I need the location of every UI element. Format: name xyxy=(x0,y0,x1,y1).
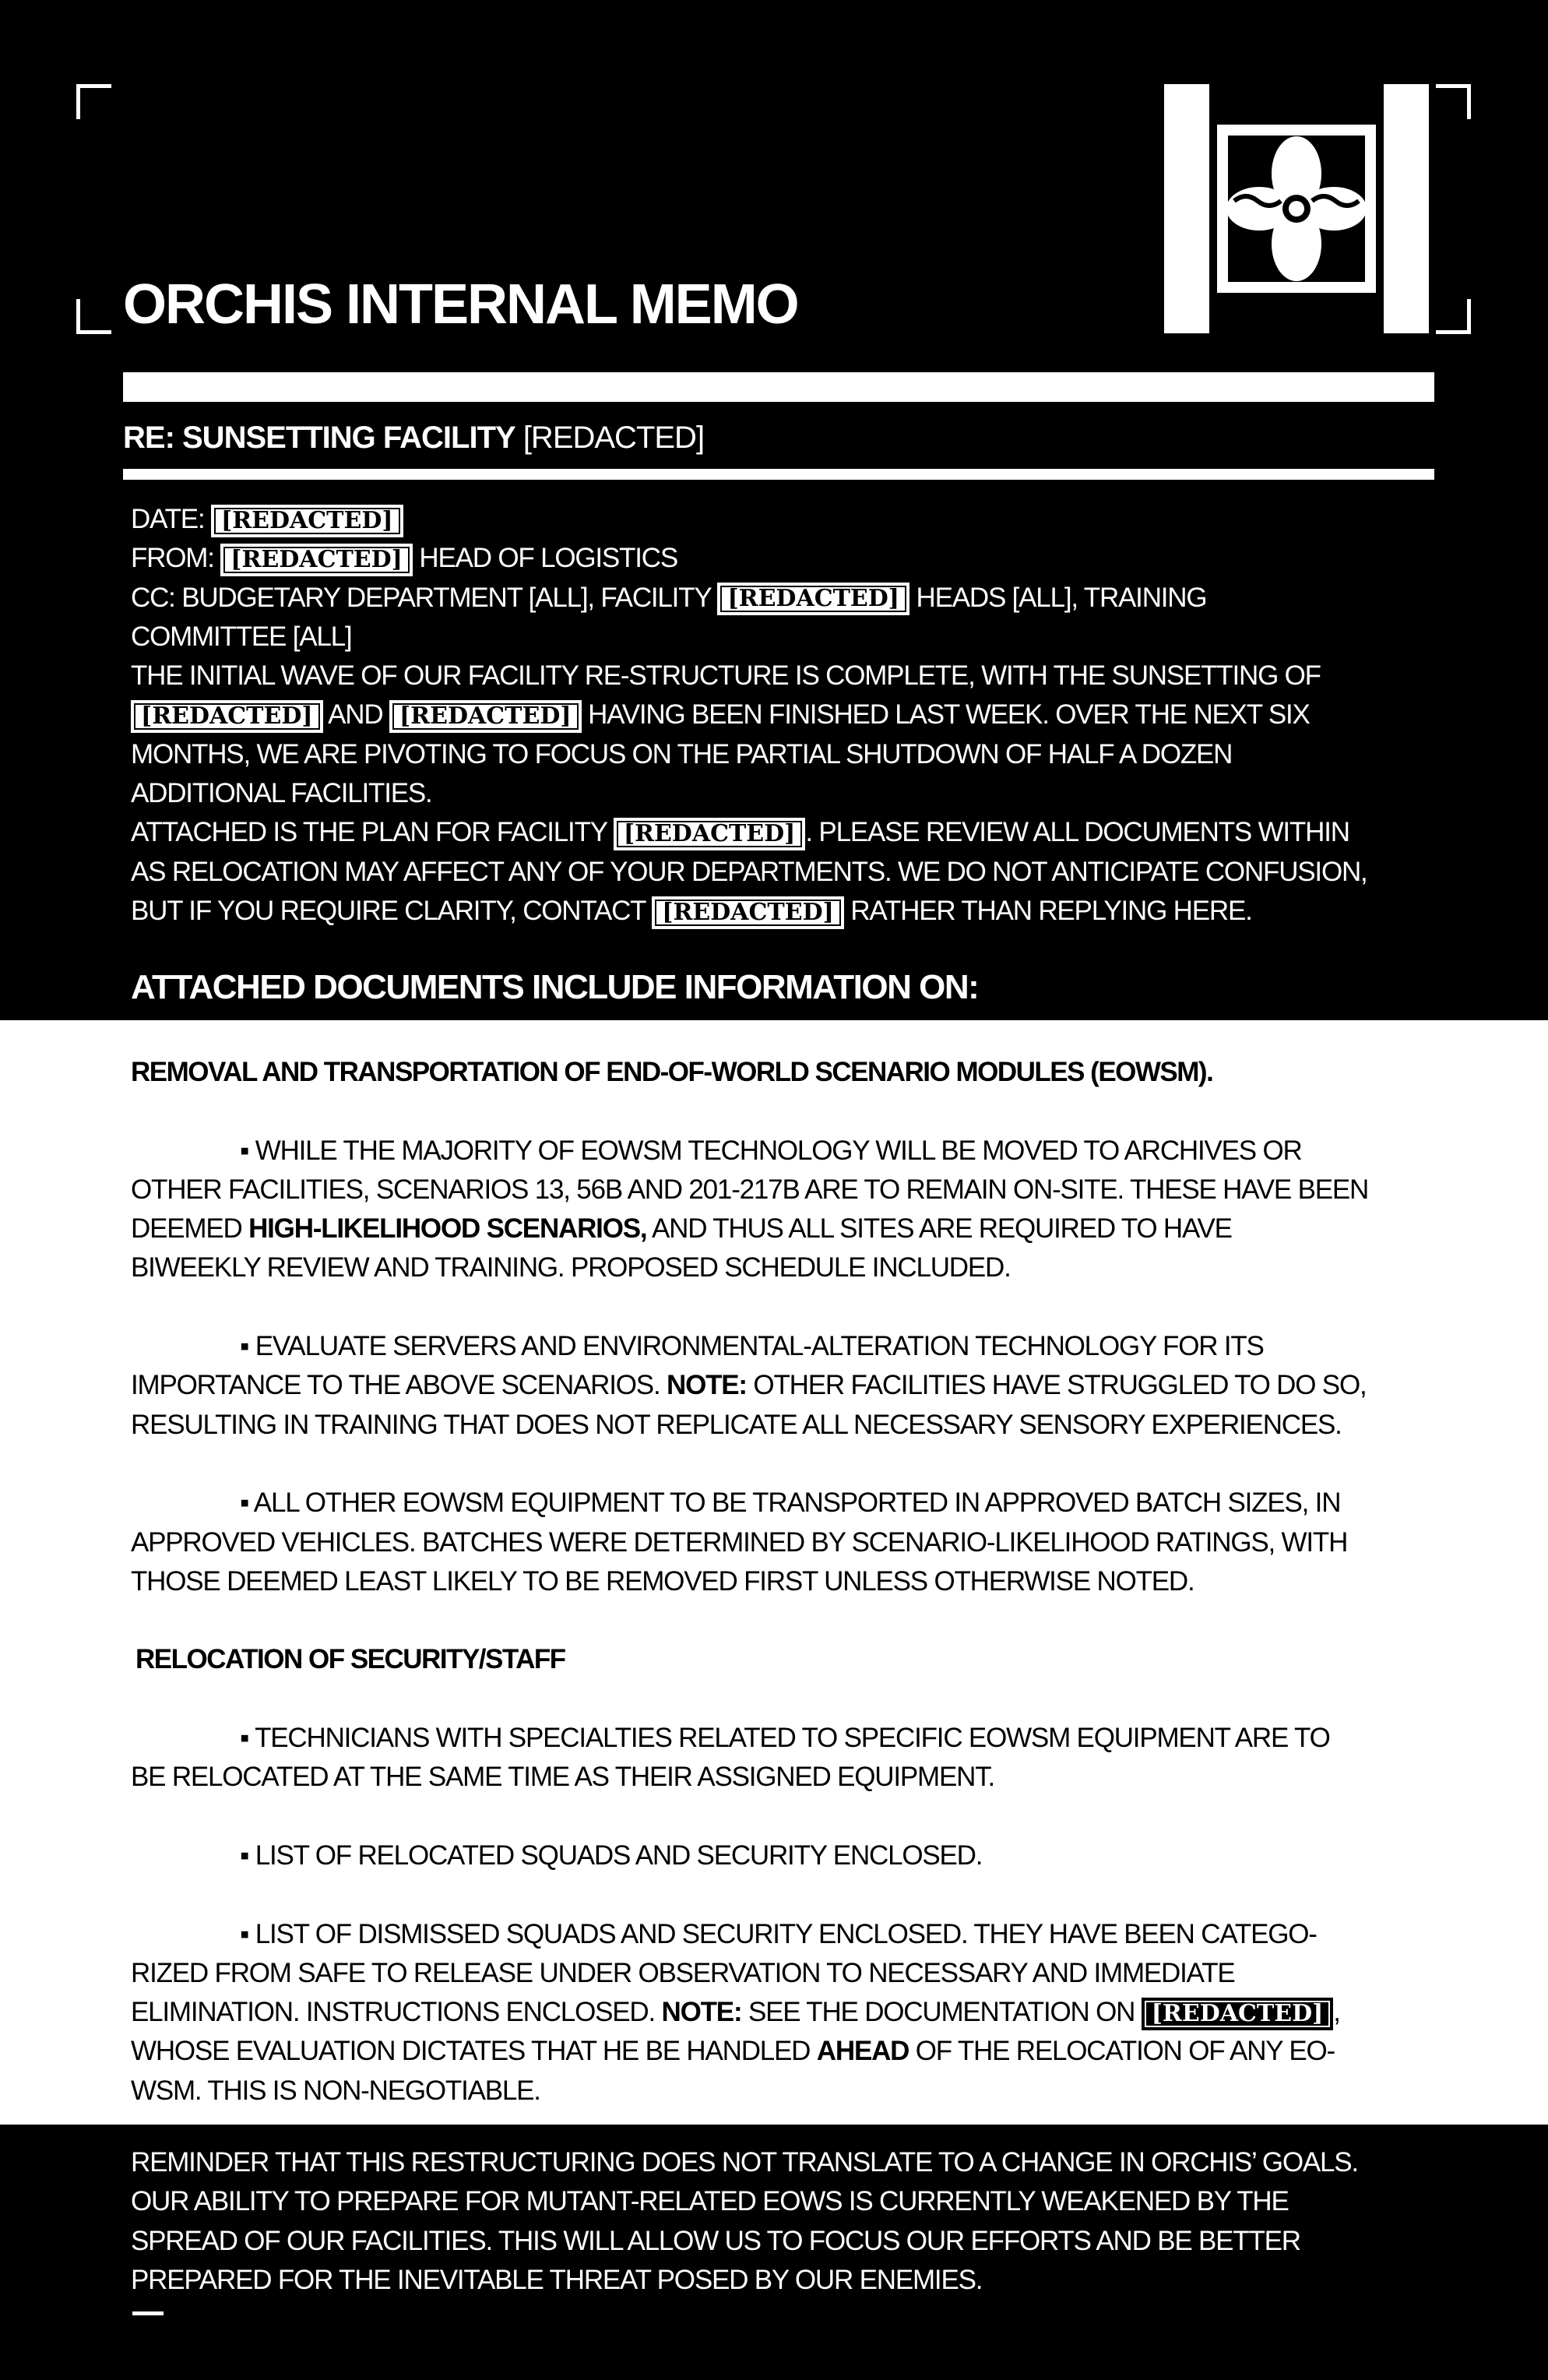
redacted-stamp: [REDACTED] xyxy=(614,818,806,850)
end-dash xyxy=(132,2311,164,2315)
attachments-body: REMOVAL AND TRANSPORTATION OF END-OF-WORLD SCENARIO MODULES (EOWSM). ▪ WHILE THE MAJORITY OF EOWSM TECHNOLOGY WILL BE MOVED TO ARCHIVES OR OTHER FACILITIES, SCENARIOS 13, 56B AND 201-217B ARE TO REMAIN ON-SITE. THESE HAVE BEEN DEEMED HIGH-LIKELIHOOD SCENARIOS, AND THUS ALL SITES ARE REQUIRED TO HAVE BIWEEKLY REVIEW AND TRAINING. PROPOSED SCHEDULE INCLUDED. ▪ EVALUATE SERVERS AND ENVIRONMENTAL-ALTERATION TECHNOLOGY FOR ITS IMPORTANCE TO THE ABOVE SCENARIOS. NOTE: OTHER FACILITIES HAVE STRUGGLED TO DO SO, RESULTING IN TRAINING THAT DOES NOT REPLICATE ALL NECESSARY SENSORY EXPERIENCES. ▪ ALL OTHER EOWSM EQUIPMENT TO BE TRANSPORTED IN APPROVED BATCH SIZES, IN APPROVED VEHICLES. BATCHES WERE DETERMINED BY SCENARIO-LIKELIHOOD RATINGS, WITH THOSE DEEMED LEAST LIKELY TO BE REMOVED FIRST UNLESS OTHERWISE NOTED. RELOCATION OF SECURITY/STAFF ▪ TECHNICIANS WITH SPECIALTIES RELATED TO SPECIFIC EOWSM EQUIPMENT ARE TO BE RELOCATED AT THE SAME TIME AS THEIR ASSIGNED EQUIPMENT. ▪ LIST OF RELOCATED SQUADS AND SECURITY ENCLOSED. ▪ LIST OF DISMISSED SQUADS AND SECURITY ENCLOSED. THEY HAVE BEEN CATEGO- RIZED FROM SAFE TO RELEASE UNDER OBSERVATION TO NECESSARY AND IMMEDIATE ELIMINATION. INSTRUCTIONS ENCLOSED. NOTE: SEE THE DOCUMENTATION ON [REDACTED] , WHOSE EVALUATION DICTATES THAT HE BE HANDLED AHEAD OF THE RELOCATION OF ANY EO- WSM. THIS IS NON-NEGOTIABLE. xyxy=(131,1053,1470,2111)
frame-corner-top-right xyxy=(1436,84,1471,119)
section2-heading: RELOCATION OF SECURITY/STAFF xyxy=(135,1644,565,1675)
frame-corner-top-left xyxy=(76,84,111,119)
section2-bullet2: ▪ LIST OF RELOCATED SQUADS AND SECURITY ENCLOSED. xyxy=(240,1840,983,1871)
paragraph2-line1: ATTACHED IS THE PLAN FOR FACILITY [REDACTED] . PLEASE REVIEW ALL DOCUMENTS WITHIN xyxy=(131,813,1455,852)
paragraph1-line2: [REDACTED] AND [REDACTED] HAVING BEEN FINISHED LAST WEEK. OVER THE NEXT SIX xyxy=(131,695,1455,734)
redacted-stamp: [REDACTED] xyxy=(652,896,844,929)
attachments-panel xyxy=(0,1020,1548,2125)
orchis-logo-icon xyxy=(1164,84,1429,333)
memo-header-block xyxy=(131,500,1455,931)
frame-corner-bottom-left xyxy=(76,299,111,334)
cc-line-2: COMMITTEE [ALL] xyxy=(131,621,352,652)
re-label: RE: SUNSETTING FACILITY xyxy=(123,421,515,455)
redacted-stamp: [REDACTED] xyxy=(220,544,413,576)
header-rule-top xyxy=(123,372,1434,402)
frame-corner-bottom-right xyxy=(1436,299,1471,334)
redacted-stamp: [REDACTED] xyxy=(1142,1998,1334,2030)
redacted-stamp: [REDACTED] xyxy=(131,700,323,733)
section2-bullet1: ▪ TECHNICIANS WITH SPECIALTIES RELATED TO SPECIFIC EOWSM EQUIPMENT ARE TO xyxy=(240,1723,1330,1754)
section1-heading: REMOVAL AND TRANSPORTATION OF END-OF-WORLD SCENARIO MODULES (EOWSM). xyxy=(131,1057,1213,1087)
paragraph2-line2: AS RELOCATION MAY AFFECT ANY OF YOUR DEPARTMENTS. WE DO NOT ANTICIPATE CONFUSION, xyxy=(131,856,1367,887)
redacted-stamp: [REDACTED] xyxy=(717,583,909,615)
section1-bullet1: ▪ WHILE THE MAJORITY OF EOWSM TECHNOLOGY WILL BE MOVED TO ARCHIVES OR xyxy=(240,1135,1302,1166)
cc-line: CC: BUDGETARY DEPARTMENT [ALL], FACILITY [REDACTED] HEADS [ALL], TRAINING xyxy=(131,579,1455,618)
attached-heading: ATTACHED DOCUMENTS INCLUDE INFORMATION ON: xyxy=(131,968,979,1006)
section1-bullet2: ▪ EVALUATE SERVERS AND ENVIRONMENTAL-ALTERATION TECHNOLOGY FOR ITS xyxy=(240,1331,1264,1362)
paragraph1-line1: THE INITIAL WAVE OF OUR FACILITY RE-STRUCTURE IS COMPLETE, WITH THE SUNSETTING OF xyxy=(131,660,1321,692)
from-line: FROM: [REDACTED] HEAD OF LOGISTICS xyxy=(131,539,1455,578)
paragraph2-line3: BUT IF YOU REQUIRE CLARITY, CONTACT [REDACTED] RATHER THAN REPLYING HERE. xyxy=(131,892,1455,931)
memo-header-panel xyxy=(0,0,1548,1020)
re-value: [REDACTED] xyxy=(522,421,705,455)
re-line xyxy=(123,419,704,456)
redacted-stamp: [REDACTED] xyxy=(211,505,403,537)
date-line: DATE: [REDACTED] xyxy=(131,500,1455,539)
reminder-text: REMINDER THAT THIS RESTRUCTURING DOES NOT TRANSLATE TO A CHANGE IN ORCHIS’ GOALS. OUR ABILITY TO PREPARE FOR MUTANT-RELATED EOWS IS CURRENTLY WEAKENED BY THE SPREAD OF OUR FACILITIES. THIS WILL ALLOW US TO FOCUS OUR EFFORTS AND BE BETTER PREPARED FOR THE INEVITABLE THREAT POSED BY OUR ENEMIES. xyxy=(131,2147,1358,2295)
memo-title: ORCHIS INTERNAL MEMO xyxy=(123,273,798,336)
section2-bullet3: ▪ LIST OF DISMISSED SQUADS AND SECURITY ENCLOSED. THEY HAVE BEEN CATEGO- xyxy=(240,1918,1317,1949)
redacted-stamp: [REDACTED] xyxy=(389,700,582,733)
section1-bullet3: ▪ ALL OTHER EOWSM EQUIPMENT TO BE TRANSPORTED IN APPROVED BATCH SIZES, IN xyxy=(240,1488,1341,1519)
paragraph1-line3: MONTHS, WE ARE PIVOTING TO FOCUS ON THE PARTIAL SHUTDOWN OF HALF A DOZEN xyxy=(131,738,1233,769)
paragraph1-line4: ADDITIONAL FACILITIES. xyxy=(131,778,432,809)
header-rule-bottom xyxy=(123,469,1434,480)
